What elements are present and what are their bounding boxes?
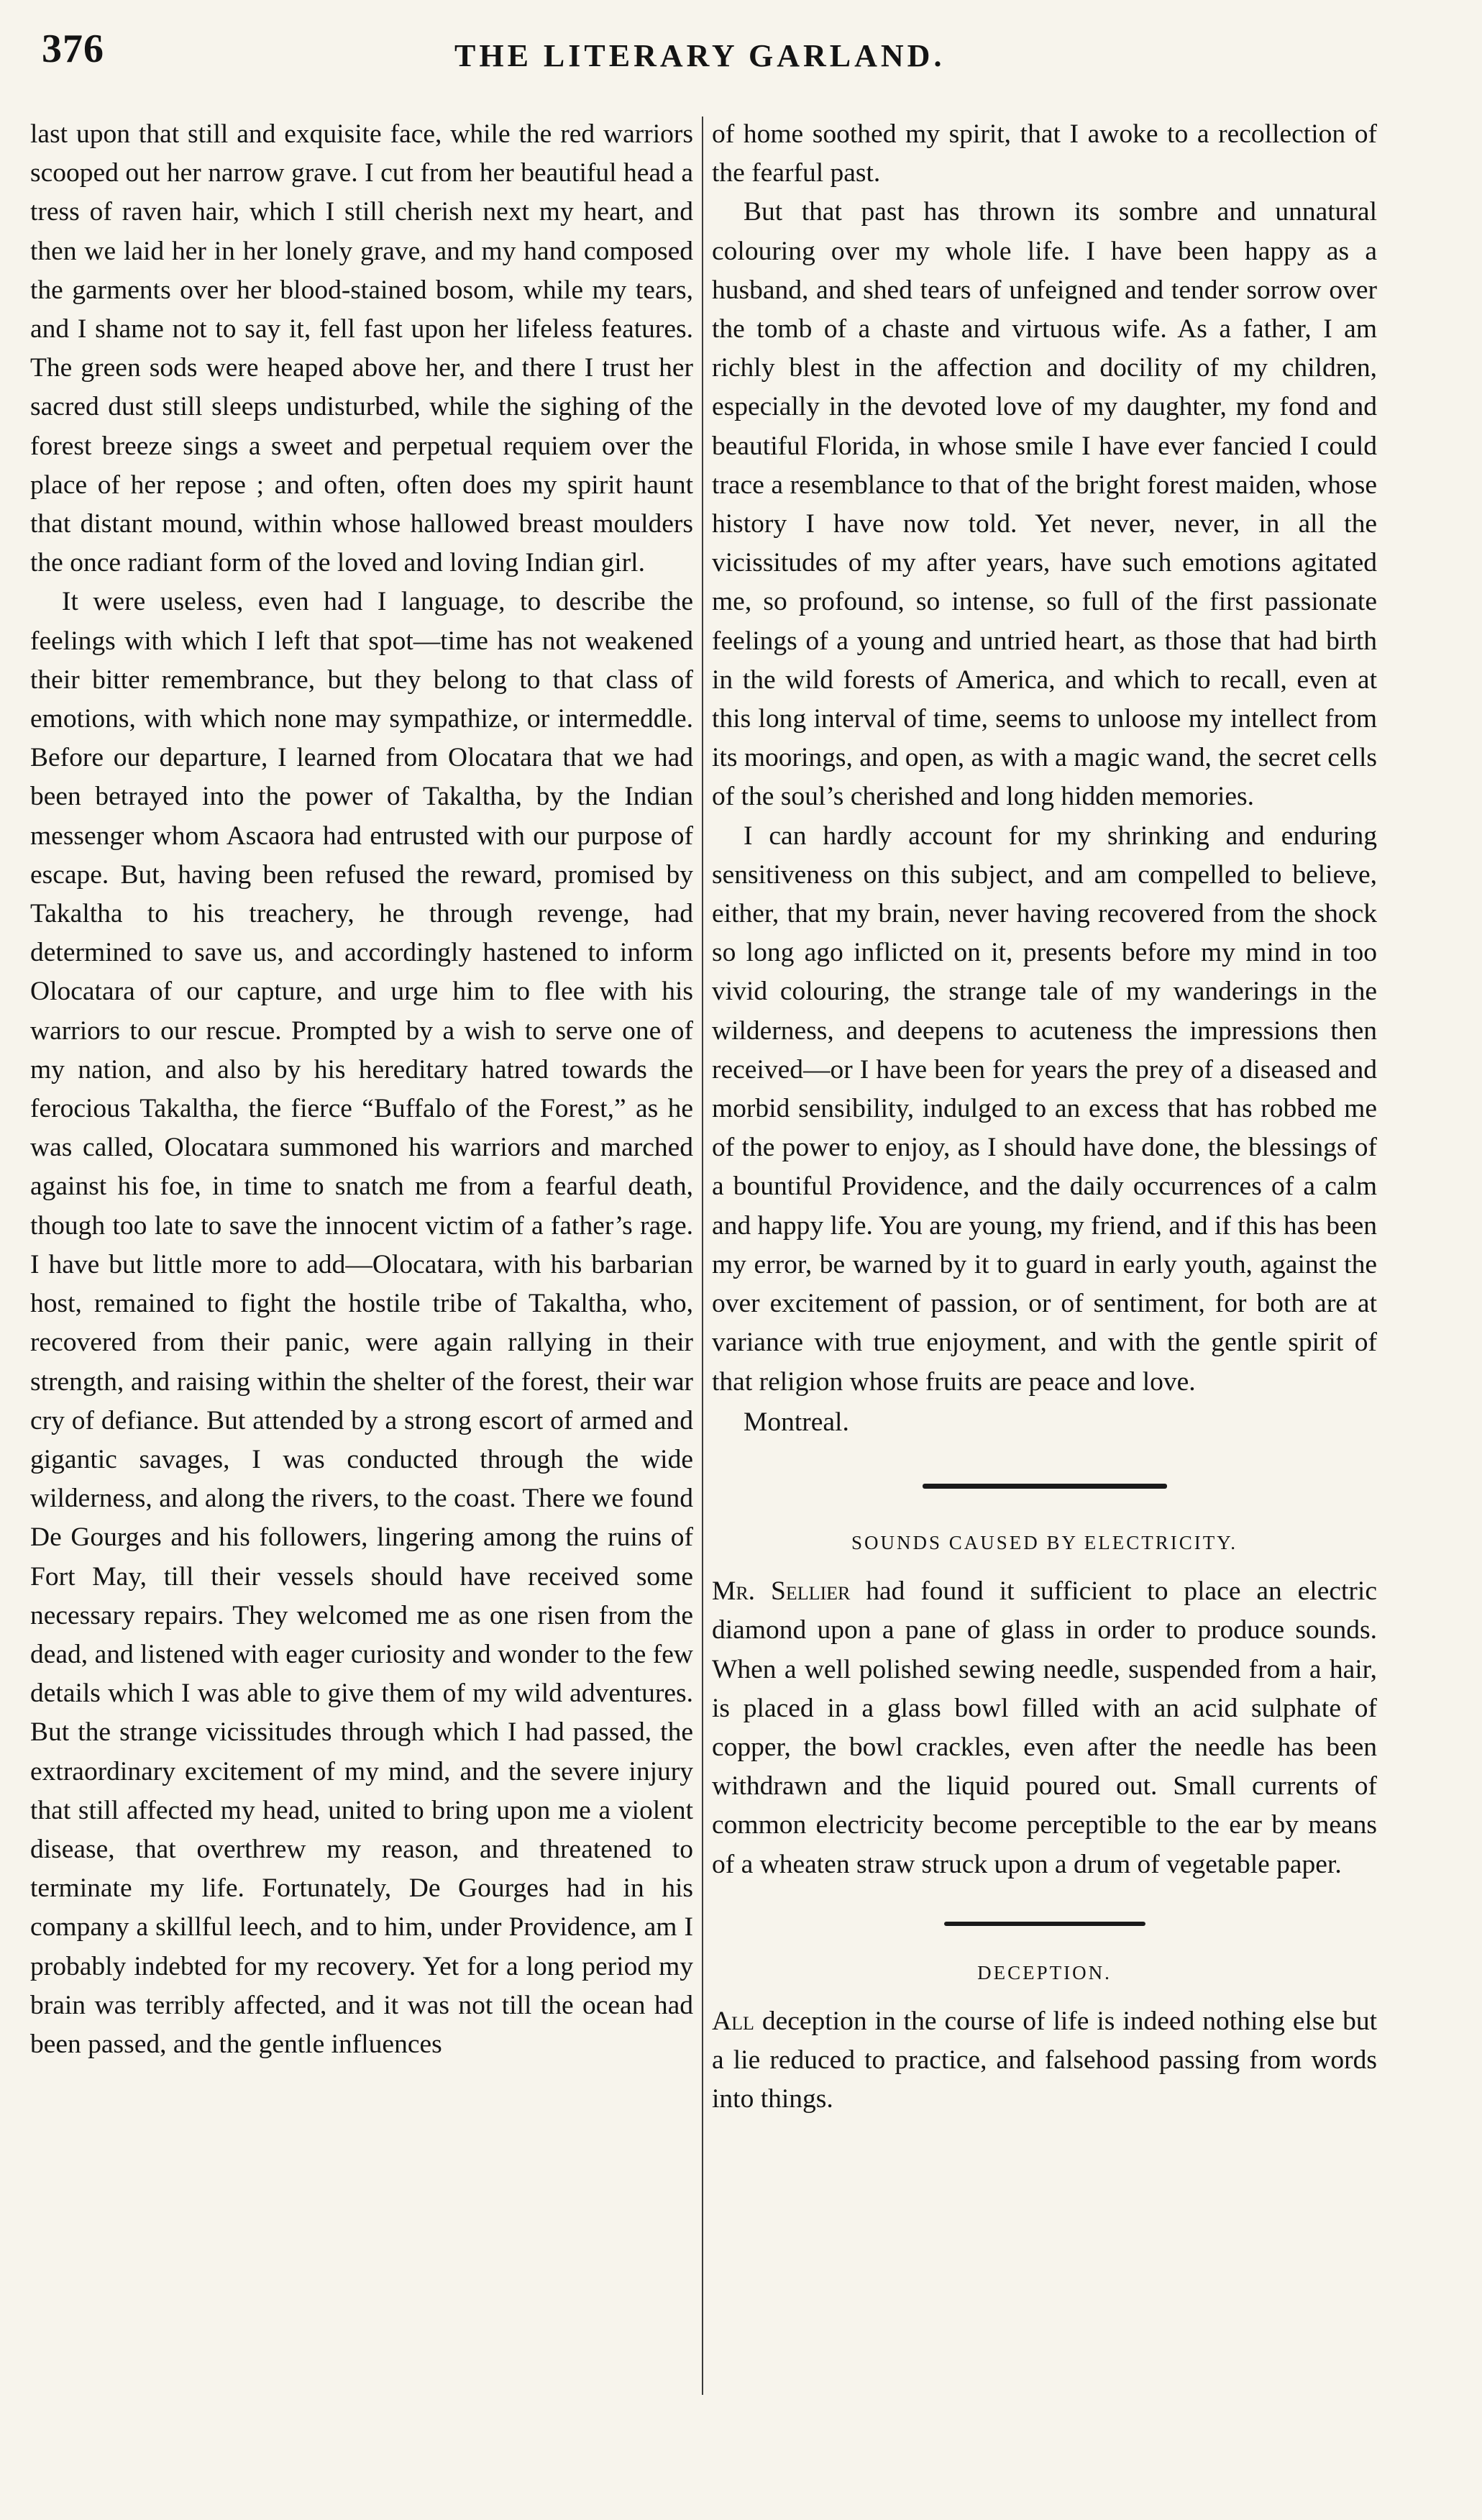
section-lead: All <box>712 2006 754 2036</box>
paragraph-continuation: last upon that still and exquisite face, while the red warriors scooped out her narrow grave. I cut from her beautiful head a tress of raven hair, which I still cherish next my heart, and then we laid her in her lonely grave, and my hand composed the garments over her blood-stained bosom, while my tears, and I shame not to say it, fell fast upon her lifeless features. The green sods were heaped above her, and there I trust her sacred dust still sleeps undisturbed, while the sighing of the forest breeze sings a sweet and perpetual requiem over the place of her repose ; and often, often does my spirit haunt that distant mound, within whose hallowed breast moulders the once radiant form of the loved and loving Indian girl. <box>30 119 693 578</box>
section-title: SOUNDS CAUSED BY ELECTRICITY. <box>851 1531 1238 1553</box>
paragraph: But that past has thrown its sombre and unnatural colouring over my whole life. I have been happy as a husband, and shed tears of unfeigned and tender sorrow over the tomb of a chaste and virtuous wife. As a father, I am richly blest in the affection and docility of my children, especially in the devoted love of my daughter, my fond and beautiful Florida, in whose smile I have ever fancied I could trace a resemblance to that of the bright forest maiden, whose history I have now told. Yet never, never, in all the vicissitudes of my after years, have such emotions agitated me, so profound, so intense, so full of the first passionate feelings of a young and untried heart, as those that had birth in the wild forests of America, and which to recall, even at this long interval of time, seems to unloose my intellect from its moorings, and open, as with a magic wand, the secret cells of the soul’s cherished and long hidden memories. <box>712 197 1377 812</box>
page-number: 376 <box>42 27 104 71</box>
paragraph-continuation: of home soothed my spirit, that I awoke to a recollection of the fearful past. <box>712 119 1377 188</box>
right-column <box>712 115 1377 2119</box>
signoff-location: Montreal. <box>744 1407 849 1437</box>
running-title: THE LITERARY GARLAND. <box>454 38 946 73</box>
section-lead: Mr. Sellier <box>712 1576 851 1607</box>
section-ornament-rule <box>944 1922 1145 1926</box>
paragraph: I can hardly account for my shrinking and enduring sensitiveness on this subject, and am compelled to believe, either, that my brain, never having recovered from the shock so long ago inflicted on it, presents before my mind in too vivid colouring, the strange tale of my wanderings in the wilderness, and deepens to acuteness the impressions then received—or I have been for years the prey of a diseased and morbid sensibility, indulged to an excess that has robbed me of the power to enjoy, as I should have done, the blessings of a bountiful Providence, and the daily occurrences of a calm and happy life. You are young, my friend, and if this has been my error, be warned by it to guard in early youth, against the over excitement of passion, or of sentiment, for both are at variance with true enjoyment, and with the gentle spirit of that religion whose fruits are peace and love. <box>712 821 1377 1397</box>
section-title: DECEPTION. <box>977 1961 1112 1983</box>
section-body <box>712 2002 1377 2119</box>
section-body <box>712 1572 1377 1884</box>
section-text: had found it sufficient to place an electric diamond upon a pane of glass in order to produce sounds. When a well polished sewing needle, suspended from a hair, is placed in a glass bowl filled with an acid sulphate of copper, the bowl crackles, even after the needle has been withdrawn and the liquid poured out. Small currents of common electricity become perceptible to the ear by means of a wheaten straw struck upon a drum of vegetable paper. <box>712 1576 1377 1879</box>
section-text: deception in the course of life is indeed nothing else but a lie reduced to practice, and falsehood passing from words into things. <box>712 2006 1377 2114</box>
column-rule <box>702 117 703 2395</box>
section-ornament-rule <box>923 1484 1167 1489</box>
left-column <box>30 115 693 2064</box>
paragraph: It were useless, even had I language, to describe the feelings with which I left that spot—time has not weakened their bitter remembrance, but they belong to that class of emotions, with which none may sympathize, or intermeddle. Before our departure, I learned from Olocatara that we had been betrayed into the power of Takaltha, by the Indian messenger whom Ascaora had entrusted with our purpose of escape. But, having been refused the reward, promised by Takaltha to his treachery, he through revenge, had determined to save us, and accordingly hastened to inform Olocatara of our capture, and urge him to flee with his warriors to our rescue. Prompted by a wish to serve one of my nation, and also by his hereditary hatred towards the ferocious Takaltha, the fierce “Buffalo of the Forest,” as he was called, Olocatara summoned his warriors and marched against his foe, in time to snatch me from a fearful death, though too late to save the innocent victim of a father’s rage. I have but little more to add—Olocatara, with his barbarian host, remained to fight the hostile tribe of Takaltha, who, recovered from their panic, were again rallying in their strength, and raising within the shelter of the forest, their war cry of defiance. But attended by a strong escort of armed and gigantic savages, I was conducted through the wide wilderness, and along the rivers, to the coast. There we found De Gourges and his followers, lingering among the ruins of Fort May, till their vessels should have received some necessary repairs. They welcomed me as one risen from the dead, and listened with eager curiosity and wonder to the few details which I was able to give them of my wild adventures. But the strange vicissitudes through which I had passed, the extraordinary excitement of my mind, and the severe injury that still affected my head, united to bring upon me a violent disease, that overthrew my reason, and threatened to terminate my life. Fortunately, De Gourges had in his company a skillful leech, and to him, under Providence, am I probably indebted for my recovery. Yet for a long period my brain was terribly affected, and it was not till the ocean had been passed, and the gentle influences <box>30 587 693 2059</box>
